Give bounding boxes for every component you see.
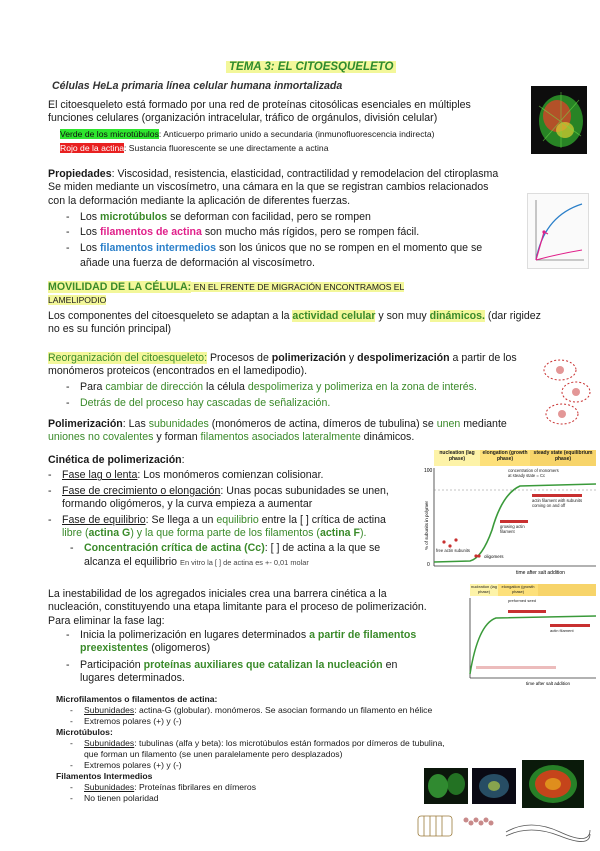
graph1-legend-growing: growing actin filament: [500, 524, 525, 534]
summary-heading-intermediate: Filamentos Intermedios: [56, 771, 153, 781]
graph1-legend-filament: actin filament with subunits coming on and off: [532, 498, 583, 508]
green-legend-label: Verde de los microtúbulos: [60, 129, 159, 139]
hela-cell-drawing: [531, 86, 587, 154]
list-item: - Los filamentos de actina son mucho más rígidos, pero se rompen fácil.: [66, 226, 420, 239]
graph1-growing-mark: [500, 520, 528, 523]
seeded-graph-drawing: [456, 584, 596, 688]
list-item: - Inicia la polimerización en lugares determinados a partir de filamentos: [66, 629, 417, 641]
inestabilidad-section: La inestabilidad de los agregados iniciales crea una barrera cinética a la nucleación, constituyendo una etapa limitante para el proceso de polimerización. Para eliminar la fase lag:: [48, 588, 427, 627]
graph2-seed-mark: [508, 610, 546, 613]
movilidad-paragraph: Los componentes del citoesqueleto se adaptan a la actividad celular y son muy dinámicos. (dar rigidez no es su función principal): [48, 310, 541, 336]
filament-structure-sketches: [410, 810, 596, 846]
graph2-monomer-band: [476, 666, 556, 669]
kinetics-graph-drawing: [420, 450, 596, 578]
list-item: - Subunidades: Proteínas fibrilares en dímeros: [70, 782, 256, 792]
summary-heading-microtubules: Microtúbulos:: [56, 727, 113, 737]
filament-structures-drawing: [410, 810, 596, 846]
graph2-header-growth: elongation (growth phase): [501, 584, 535, 594]
list-item: - Los filamentos intermedios son los únicos que no se rompen en el momento que se: [66, 241, 483, 254]
actin-drawing: [522, 760, 584, 808]
list-item: - Los microtúbulos se deforman con facilidad, pero se rompen: [66, 211, 371, 223]
deformation-graph-drawing: [528, 194, 588, 268]
list-item: - Para cambiar de dirección la célula despolimeriza y polimeriza en la zona de interés.: [66, 381, 477, 393]
graph1-header-growth: elongation (growth phase): [482, 450, 528, 462]
list-item: - Subunidades: tubulinas (alfa y beta): los microtúbulos están formados por dímeros de tubulina,: [70, 738, 445, 748]
graph1-filament-mark: [532, 494, 582, 497]
list-item: - Extremos polares (+) y (-): [70, 716, 182, 726]
red-legend-label: Rojo de la actina: [60, 143, 125, 153]
list-item: - Subunidades: actina-G (globular). monómeros. Se asocian formando un filamento en hélice: [70, 705, 433, 715]
graph1-x-label: time after salt addition: [516, 570, 565, 576]
cell-image-dark: [472, 768, 516, 804]
list-item: - No tienen polaridad: [70, 793, 159, 803]
polimerizacion-section: Polimerización: Las subunidades (monómeros de actina, dímeros de tubulina) se unen mediante uniones no covalentes y forman filamentos asociados lateralmente dinámicos.: [48, 418, 507, 444]
hela-cell-image: [531, 86, 587, 154]
graph2-filament-mark: [550, 624, 590, 627]
list-item: - Fase de crecimiento o elongación: Unas pocas subunidades se unen,: [48, 484, 389, 497]
intro-paragraph: El citoesqueleto está formado por una red de proteínas citosólicas esenciales en múltiples funciones celulares (organización intracelular, tráfico de orgánulos, división celular): [48, 99, 471, 125]
graph2-legend-seed: preformed seed: [508, 598, 537, 603]
graph2-steady-band: [538, 584, 596, 596]
graph1-legend-free: free actin subunits: [436, 548, 470, 553]
graph2-header-lag: nucleation (lag phase): [470, 584, 498, 594]
list-item: - Fase de equilibrio: Se llega a un equilibrio entre la [ ] crítica de actina: [48, 513, 386, 526]
inestabilidad-list: - Inicia la polimerización en lugares determinados a partir de filamentos preexistentes (oligomeros) - Participación proteínas auxiliares que catalizan la nucleación en lugares determinados.: [66, 629, 446, 686]
propiedades-section: Propiedades: Viscosidad, resistencia, elasticidad, contractilidad y remodelacion del ctiroplasma Se miden mediante un viscosímetro, una cámara en la que se registran cambios relacionados con la deformación mediante la aplicación de diferentes fuerzas.: [48, 168, 499, 207]
list-item: - Concentración crítica de actina (Cc): [ ] de actina a la que se: [70, 542, 381, 555]
lamellipodium-sketch: [540, 350, 596, 430]
cell-dark-drawing: [472, 768, 516, 804]
graph1-free-subunit: [454, 538, 457, 541]
summary-heading-actin: Microfilamentos o filamentos de actina:: [56, 694, 218, 704]
list-item: - Detrás de del proceso hay cascadas de señalización.: [66, 397, 331, 410]
reorganizacion-list: [66, 381, 536, 411]
graph1-legend-cc: concentration of monomers at steady state = Cc: [508, 468, 559, 478]
reorganizacion-section: Reorganización del citoesqueleto: Procesos de polimerización y despolimerización a partir de los monómeros proteicos (encontrados en el lamedipodio).: [48, 352, 517, 378]
microtubule-image-green: [424, 768, 468, 804]
deformation-graph: [527, 193, 589, 269]
graph1-y-tick-100: 100: [424, 468, 433, 474]
graph1-y-tick-0: 0: [427, 562, 430, 568]
graph1-oligomer: [474, 554, 477, 557]
page-subtitle: Células HeLa primaria línea celular humana inmortalizada: [52, 80, 343, 92]
cinetica-section: Cinética de polimerización: - Fase lag o lenta: Los monómeros comienzan colisionar. - Fase de crecimiento o elongación: Unas pocas subunidades se unen, formando oligómeros, y la curva empieza a aumentar - Fase de equilibrio: Se llega a un equilibrio entre la [ ] crítica de actina libre (actina G) y la que forma parte de los filamentos (actina F). - Concentración crítica de actina (Cc): [ ] de actina a la que se alcanza el equilibrio En vitro la [ ] de actina es +- 0,01 molar: [48, 454, 418, 569]
page-title: TEMA 3: EL CITOESQUELETO: [226, 57, 396, 75]
polymerization-kinetics-graph: [420, 450, 596, 578]
graph2-legend-filament: actin filament: [550, 628, 574, 633]
propiedades-list: - Los microtúbulos se deforman con facilidad, pero se rompen - Los filamentos de actina son mucho más rígidos, pero se rompen fácil. - Los filamentos intermedios son los únicos que no se rompen en el momento que se añade una fuerza de deformación al viscosímetro.: [66, 211, 516, 271]
lamellipodium-drawing: [540, 350, 596, 430]
microtubule-drawing: [424, 768, 468, 804]
graph1-free-subunit: [442, 540, 445, 543]
graph1-header-steady: steady state (equilibrium phase): [533, 450, 593, 462]
list-item: - Participación proteínas auxiliares que catalizan la nucleación en: [66, 658, 398, 671]
summary-section: Microfilamentos o filamentos de actina: - Subunidades: actina-G (globular). monómeros. Se asocian formando un filamento en hélice - Extremos polares (+) y (-) Microtúbulos: - Subunidades: tubulinas (alfa y beta): los microtúbulos están formados por dímeros de tubulina, que forman un filamento (se unen paralelamente pero desplazados) - Extremos polares (+) y (-) Filamentos Intermedios - Subunidades: Proteínas fibrilares en dímeros - No tienen polaridad: [56, 694, 506, 804]
graph1-legend-oligomers: oligomers: [484, 554, 504, 559]
graph1-y-label: % of subunits in polymer: [424, 500, 429, 550]
graph1-oligomer: [477, 554, 480, 557]
intro-legend: Verde de los microtúbulos: Anticuerpo primario unido a secundaria (inmunofluorescencia indirecta) Rojo de la actina: Sustancia fluorescente se une directamente a actina: [60, 129, 435, 153]
list-item: - Fase lag o lenta: Los monómeros comienzan colisionar.: [48, 469, 324, 482]
movilidad-heading: MOVILIDAD DE LA CÉLULA: EN EL FRENTE DE MIGRACIÓN ENCONTRAMOS EL LAMELIPODIO: [48, 281, 405, 306]
graph2-x-label: time after salt addition: [526, 681, 571, 686]
actin-image-red: [522, 760, 584, 808]
list-item: - Extremos polares (+) y (-): [70, 760, 182, 770]
seeded-polymerization-graph: [456, 584, 596, 688]
graph1-header-lag: nucleation (lag phase): [439, 450, 475, 462]
